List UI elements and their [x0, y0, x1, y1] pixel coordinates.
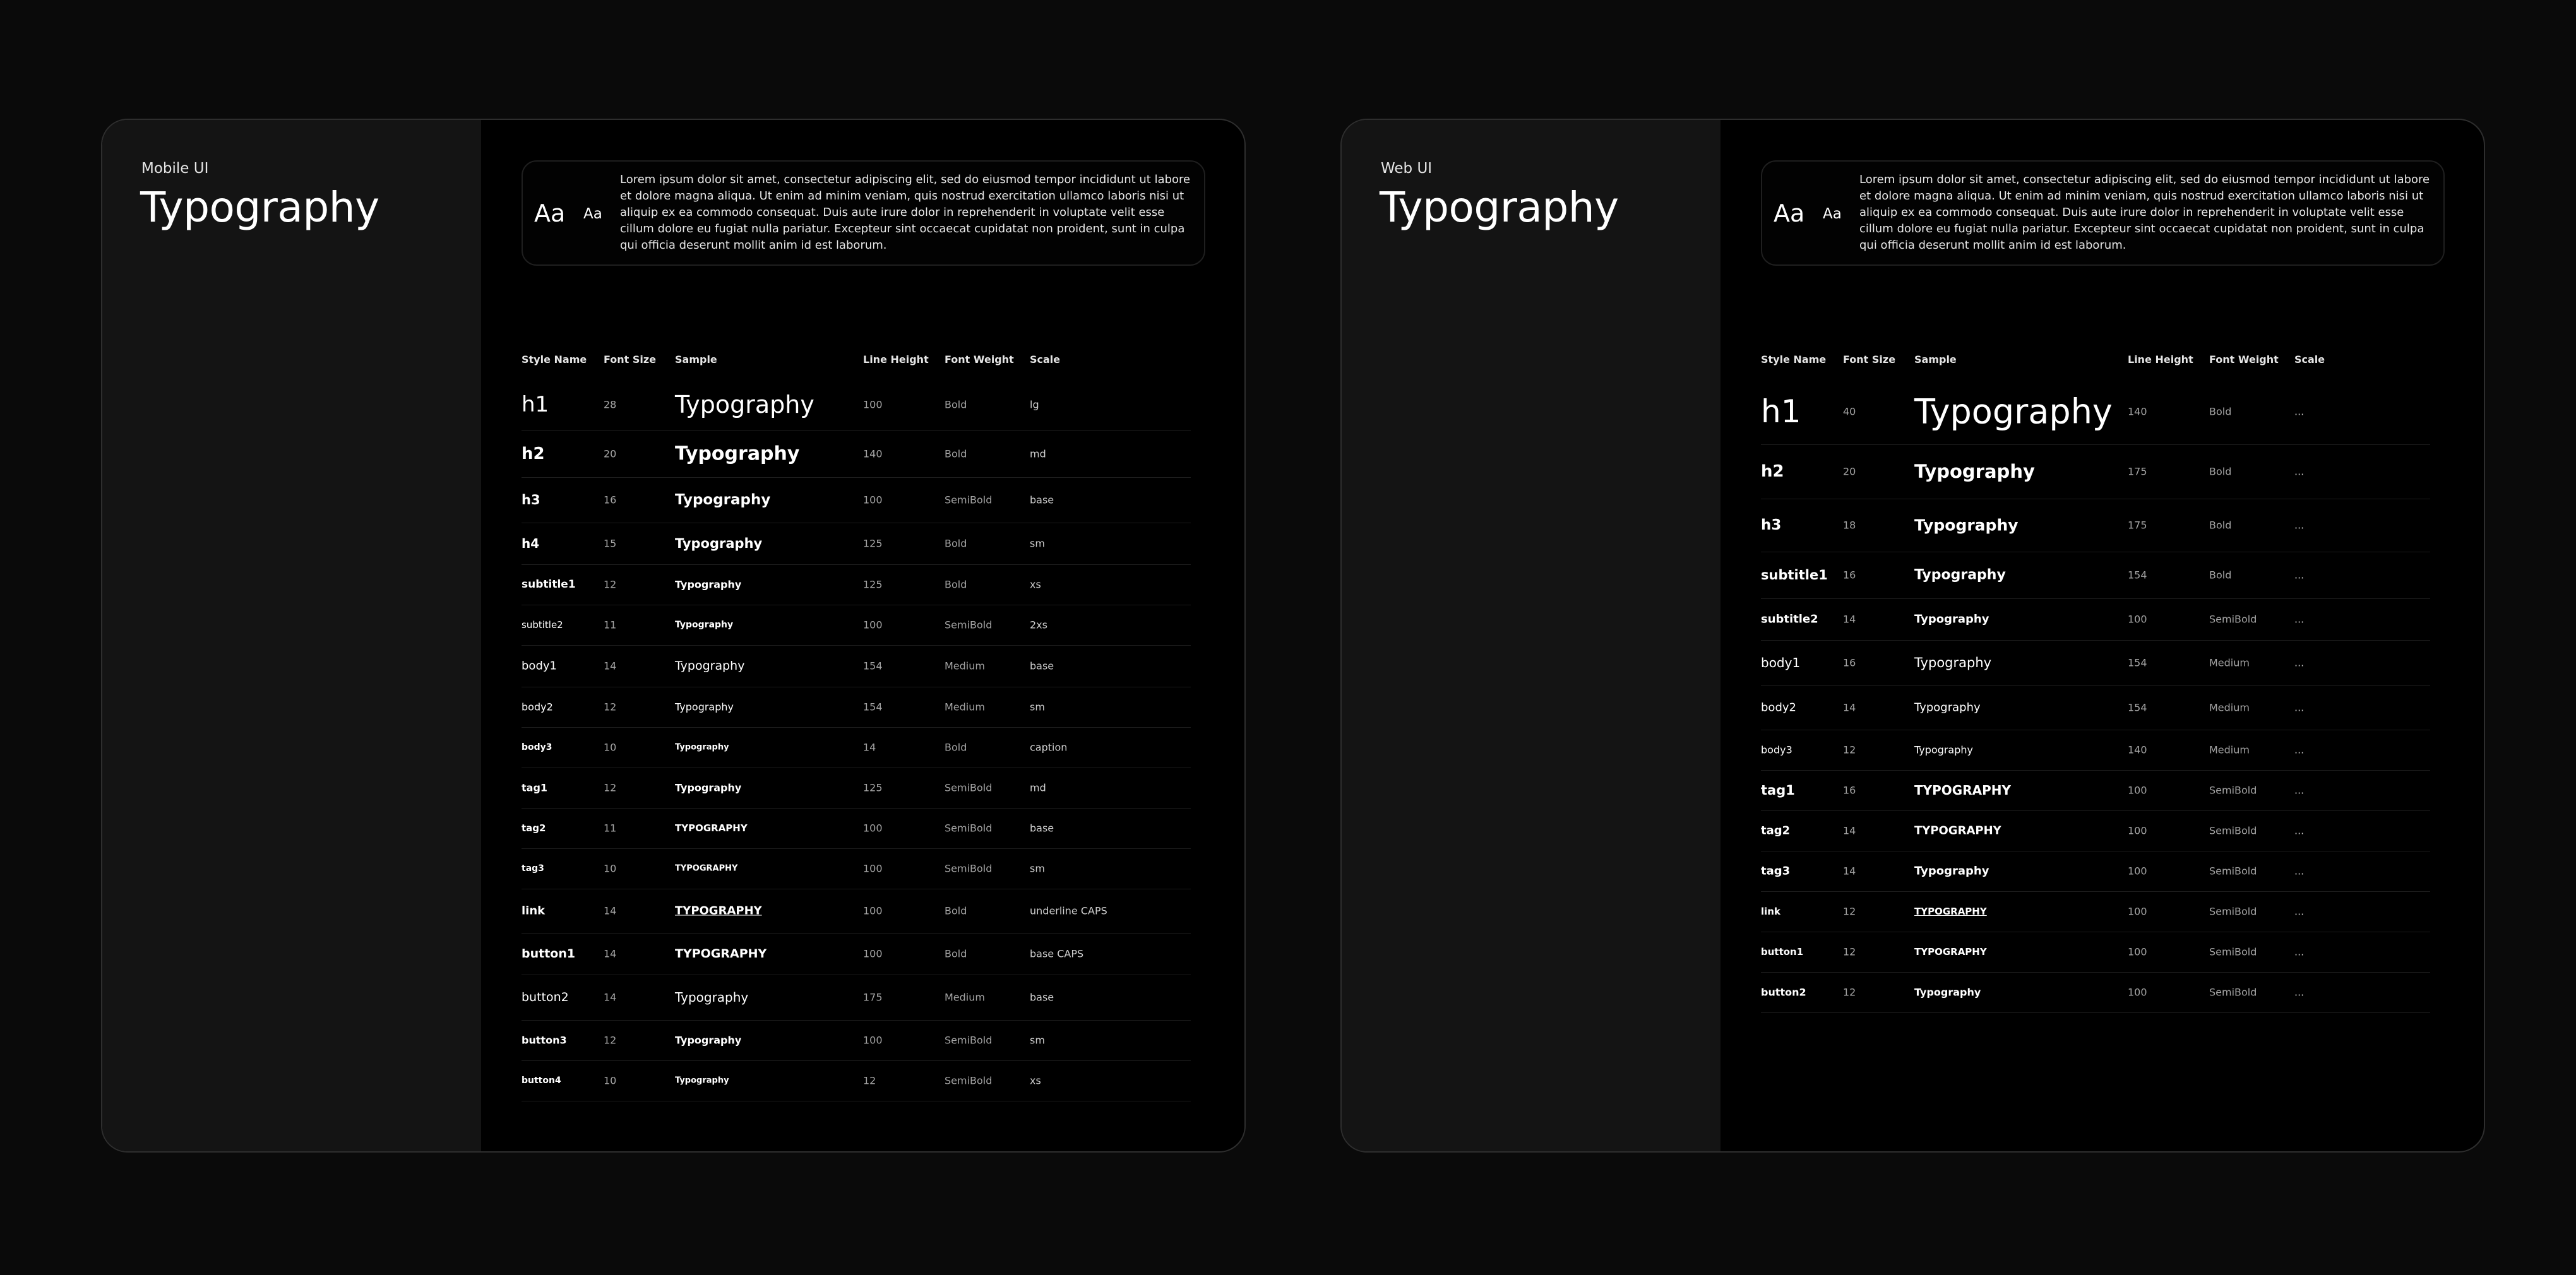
style-name-cell: h1 [1761, 393, 1801, 430]
sidebar-panel [102, 120, 481, 1151]
style-name-cell: body3 [522, 742, 552, 752]
line-height-cell: 154 [2128, 701, 2147, 714]
sample-cell: Typography [1914, 655, 1992, 670]
board-eyebrow: Mobile UI [141, 160, 209, 177]
sidebar-panel [1342, 120, 1720, 1151]
scale-cell: sm [1030, 862, 1045, 875]
font-weight-cell: SemiBold [2209, 905, 2257, 918]
style-name-cell: button2 [1761, 986, 1806, 999]
table-row-button1 [522, 933, 1191, 975]
font-weight-cell: Medium [2209, 744, 2250, 756]
font-size-cell: 14 [1843, 824, 1856, 837]
table-row-tag3 [1761, 851, 2430, 892]
style-name-cell: body2 [522, 701, 553, 713]
sample-cell: Typography [1914, 461, 2035, 482]
font-size-cell: 15 [604, 537, 617, 550]
aa-small-glyph: Aa [1823, 206, 1842, 222]
line-height-cell: 100 [863, 619, 883, 631]
line-height-cell: 100 [863, 822, 883, 834]
font-size-cell: 14 [604, 660, 617, 672]
header-sample: Sample [1914, 353, 1957, 365]
content-panel [1720, 120, 2484, 1151]
table-row-tag1 [522, 768, 1191, 809]
line-height-cell: 100 [2128, 865, 2147, 877]
scale-cell: caption [1030, 741, 1068, 754]
line-height-cell: 175 [2128, 519, 2147, 531]
header-line-height: Line Height [863, 353, 929, 365]
font-weight-cell: Bold [2209, 405, 2232, 418]
font-preview-card [522, 160, 1205, 266]
scale-cell: xs [1030, 578, 1041, 591]
web-ui-board [1340, 119, 2485, 1153]
font-size-cell: 12 [604, 701, 617, 713]
sample-cell: Typography [1914, 516, 2018, 535]
style-name-cell: tag1 [522, 781, 548, 794]
line-height-cell: 100 [2128, 613, 2147, 626]
page-title: Typography [1380, 183, 1619, 232]
table-row-subtitle1 [522, 564, 1191, 605]
table-header [1761, 353, 2430, 372]
sample-cell: Typography [1914, 986, 1981, 999]
header-font-weight: Font Weight [945, 353, 1014, 365]
line-height-cell: 154 [863, 660, 883, 672]
table-row-body2 [522, 687, 1191, 728]
sample-cell: Typography [1914, 701, 1981, 715]
line-height-cell: 100 [2128, 905, 2147, 918]
table-row-tag2 [1761, 810, 2430, 851]
style-name-cell: h1 [522, 392, 549, 417]
sample-cell: Typography [1914, 864, 1989, 878]
scale-cell: ... [2294, 905, 2305, 918]
table-row-button4 [522, 1060, 1191, 1101]
line-height-cell: 125 [863, 578, 883, 591]
content-panel [481, 120, 1244, 1151]
font-size-cell: 14 [1843, 865, 1856, 877]
sample-cell: Typography [675, 620, 734, 630]
font-weight-cell: Medium [2209, 656, 2250, 669]
scale-cell: base [1030, 822, 1054, 834]
style-name-cell: subtitle2 [522, 619, 563, 631]
font-weight-cell: Bold [2209, 465, 2232, 478]
font-weight-cell: Bold [2209, 569, 2232, 581]
line-height-cell: 125 [863, 537, 883, 550]
line-height-cell: 100 [2128, 946, 2147, 958]
table-header [522, 353, 1191, 372]
font-weight-cell: SemiBold [945, 822, 993, 834]
font-weight-cell: SemiBold [945, 781, 993, 794]
line-height-cell: 100 [2128, 824, 2147, 837]
font-size-cell: 12 [1843, 744, 1856, 756]
table-row-button2 [522, 975, 1191, 1021]
scale-cell: base [1030, 494, 1054, 506]
font-weight-cell: SemiBold [2209, 824, 2257, 837]
style-name-cell: tag2 [522, 822, 546, 834]
sample-cell: Typography [675, 1076, 729, 1086]
style-name-cell: link [522, 904, 546, 918]
aa-large-glyph: Aa [534, 199, 566, 227]
lorem-paragraph: Lorem ipsum dolor sit amet, consectetur adipiscing elit, sed do eiusmod tempor incididunt ut labore et dolore magna aliqua. Ut enim ad minim veniam, quis nostrud exercitation ullamco laboris nisi ut aliquip ex ea commodo consequat. Duis aute irure dolor in reprehenderit in voluptate velit esse cillum dolore eu fugiat nulla pariatur. Excepteur sint occaecat cupidatat non proident, sunt in culpa qui officia deserunt mollit anim id est laborum. [620, 173, 1191, 252]
scale-cell: base CAPS [1030, 947, 1084, 960]
style-name-cell: tag3 [522, 863, 544, 874]
scale-cell: xs [1030, 1074, 1041, 1087]
table-row-tag3 [522, 848, 1191, 889]
header-font-weight: Font Weight [2209, 353, 2279, 365]
sample-cell: TYPOGRAPHY [1914, 906, 1987, 917]
table-row-tag1 [1761, 770, 2430, 811]
table-row-tag2 [522, 808, 1191, 849]
style-name-cell: body1 [1761, 655, 1801, 670]
table-row-body3 [522, 727, 1191, 768]
font-size-cell: 14 [604, 904, 617, 917]
line-height-cell: 100 [2128, 784, 2147, 797]
table-row-h4 [522, 523, 1191, 565]
aa-large-glyph: Aa [1774, 199, 1805, 227]
table-row-link [1761, 891, 2430, 932]
sample-cell: TYPOGRAPHY [1914, 783, 2011, 798]
line-height-cell: 154 [2128, 569, 2147, 581]
sample-cell: TYPOGRAPHY [675, 822, 748, 834]
sample-cell: Typography [675, 391, 814, 418]
font-size-cell: 16 [1843, 656, 1856, 669]
scale-cell: ... [2294, 784, 2305, 797]
lorem-paragraph: Lorem ipsum dolor sit amet, consectetur adipiscing elit, sed do eiusmod tempor incididunt ut labore et dolore magna aliqua. Ut enim ad minim veniam, quis nostrud exercitation ullamco laboris nisi ut aliquip ex ea commodo consequat. Duis aute irure dolor in reprehenderit in voluptate velit esse cillum dolore eu fugiat nulla pariatur. Excepteur sint occaecat cupidatat non proident, sunt in culpa qui officia deserunt mollit anim id est laborum. [1859, 173, 2430, 252]
font-weight-cell: SemiBold [945, 1074, 993, 1087]
font-size-cell: 14 [604, 947, 617, 960]
font-size-cell: 10 [604, 862, 617, 875]
scale-cell: 2xs [1030, 619, 1047, 631]
table-row-link [522, 889, 1191, 934]
sample-cell: Typography [675, 442, 800, 465]
font-size-cell: 14 [1843, 701, 1856, 714]
font-weight-cell: Bold [945, 578, 967, 591]
table-row-body3 [1761, 730, 2430, 771]
font-weight-cell: Bold [2209, 519, 2232, 531]
line-height-cell: 140 [863, 448, 883, 460]
table-row-h2 [1761, 444, 2430, 499]
style-name-cell: button1 [1761, 946, 1804, 958]
font-size-cell: 28 [604, 398, 617, 411]
font-weight-cell: Medium [945, 701, 985, 713]
scale-cell: ... [2294, 824, 2305, 837]
scale-cell: ... [2294, 613, 2305, 626]
font-weight-cell: SemiBold [2209, 784, 2257, 797]
line-height-cell: 100 [2128, 986, 2147, 999]
sample-cell: TYPOGRAPHY [675, 947, 767, 961]
font-weight-cell: SemiBold [2209, 865, 2257, 877]
line-height-cell: 175 [2128, 465, 2147, 478]
font-weight-cell: SemiBold [945, 862, 993, 875]
style-name-cell: link [1761, 906, 1780, 917]
font-size-cell: 12 [1843, 905, 1856, 918]
scale-cell: ... [2294, 569, 2305, 581]
font-size-cell: 18 [1843, 519, 1856, 531]
line-height-cell: 100 [863, 494, 883, 506]
style-name-cell: h2 [522, 444, 545, 463]
header-font-size: Font Size [604, 353, 657, 365]
scale-cell: underline CAPS [1030, 904, 1107, 917]
font-weight-cell: Medium [2209, 701, 2250, 714]
table-row-h1 [522, 379, 1191, 431]
font-size-cell: 40 [1843, 405, 1856, 418]
scale-cell: ... [2294, 744, 2305, 756]
table-row-subtitle2 [1761, 598, 2430, 641]
line-height-cell: 140 [2128, 405, 2147, 418]
style-name-cell: body3 [1761, 744, 1792, 756]
scale-cell: ... [2294, 405, 2305, 418]
scale-cell: sm [1030, 1034, 1045, 1047]
sample-cell: Typography [675, 742, 729, 752]
table-row-button3 [522, 1020, 1191, 1061]
sample-cell: Typography [675, 492, 771, 508]
sample-cell: Typography [1914, 612, 1989, 626]
scale-cell: ... [2294, 701, 2305, 714]
header-sample: Sample [675, 353, 717, 365]
font-weight-cell: Bold [945, 741, 967, 754]
sample-cell: Typography [675, 701, 734, 713]
scale-cell: ... [2294, 946, 2305, 958]
font-size-cell: 10 [604, 1074, 617, 1087]
scale-cell: ... [2294, 656, 2305, 669]
font-size-cell: 12 [1843, 986, 1856, 999]
scale-cell: ... [2294, 519, 2305, 531]
sample-cell: TYPOGRAPHY [1914, 946, 1987, 958]
style-name-cell: tag2 [1761, 824, 1791, 838]
style-name-cell: button1 [522, 947, 576, 961]
sample-cell: Typography [1914, 567, 2006, 583]
sample-cell: Typography [675, 990, 749, 1005]
font-size-cell: 20 [604, 448, 617, 460]
line-height-cell: 100 [863, 862, 883, 875]
font-size-cell: 12 [1843, 946, 1856, 958]
scale-cell: ... [2294, 865, 2305, 877]
font-weight-cell: Bold [945, 537, 967, 550]
line-height-cell: 140 [2128, 744, 2147, 756]
scale-cell: ... [2294, 465, 2305, 478]
table-row-h2 [522, 430, 1191, 478]
line-height-cell: 154 [863, 701, 883, 713]
font-weight-cell: SemiBold [945, 494, 993, 506]
table-row-subtitle2 [522, 605, 1191, 646]
table-row-body2 [1761, 685, 2430, 730]
style-name-cell: button2 [522, 990, 569, 1004]
line-height-cell: 12 [863, 1074, 876, 1087]
font-weight-cell: Bold [945, 947, 967, 960]
style-name-cell: body1 [522, 659, 557, 673]
scale-cell: ... [2294, 986, 2305, 999]
style-name-cell: button4 [522, 1076, 561, 1086]
scale-cell: base [1030, 660, 1054, 672]
style-name-cell: subtitle2 [1761, 612, 1818, 626]
header-style-name: Style Name [1761, 353, 1827, 365]
font-size-cell: 16 [1843, 569, 1856, 581]
aa-small-glyph: Aa [583, 206, 602, 222]
table-row-button2 [1761, 972, 2430, 1013]
sample-cell: TYPOGRAPHY [675, 904, 762, 918]
scale-cell: sm [1030, 701, 1045, 713]
line-height-cell: 175 [863, 991, 883, 1004]
table-row-h1 [1761, 379, 2430, 445]
sample-cell: TYPOGRAPHY [1914, 824, 2001, 838]
page-title: Typography [140, 183, 379, 232]
line-height-cell: 154 [2128, 656, 2147, 669]
header-font-size: Font Size [1843, 353, 1896, 365]
style-name-cell: h2 [1761, 462, 1784, 481]
scale-cell: md [1030, 448, 1046, 460]
line-height-cell: 14 [863, 741, 876, 754]
table-row-h3 [522, 477, 1191, 523]
font-weight-cell: SemiBold [945, 619, 993, 631]
sample-cell: TYPOGRAPHY [675, 863, 738, 874]
table-row-h3 [1761, 499, 2430, 552]
font-weight-cell: SemiBold [2209, 946, 2257, 958]
font-weight-cell: SemiBold [2209, 613, 2257, 626]
font-size-cell: 10 [604, 741, 617, 754]
font-size-cell: 16 [1843, 784, 1856, 797]
table-row-body1 [1761, 640, 2430, 686]
font-size-cell: 11 [604, 822, 617, 834]
sample-cell: Typography [675, 536, 763, 551]
scale-cell: sm [1030, 537, 1045, 550]
font-size-cell: 11 [604, 619, 617, 631]
style-name-cell: subtitle1 [1761, 567, 1828, 583]
scale-cell: lg [1030, 398, 1039, 411]
font-weight-cell: SemiBold [2209, 986, 2257, 999]
sample-cell: Typography [675, 578, 742, 591]
font-preview-card [1761, 160, 2445, 266]
header-style-name: Style Name [522, 353, 587, 365]
font-weight-cell: Bold [945, 448, 967, 460]
scale-cell: base [1030, 991, 1054, 1004]
font-weight-cell: Medium [945, 660, 985, 672]
line-height-cell: 100 [863, 398, 883, 411]
style-name-cell: button3 [522, 1034, 567, 1047]
font-weight-cell: SemiBold [945, 1034, 993, 1047]
mobile-ui-board [101, 119, 1246, 1153]
font-size-cell: 12 [604, 781, 617, 794]
table-row-body1 [522, 645, 1191, 687]
style-name-cell: subtitle1 [522, 578, 576, 591]
font-weight-cell: Bold [945, 904, 967, 917]
table-row-button1 [1761, 932, 2430, 973]
header-scale: Scale [2294, 353, 2325, 365]
sample-cell: Typography [675, 659, 745, 673]
table-row-subtitle1 [1761, 552, 2430, 599]
header-line-height: Line Height [2128, 353, 2193, 365]
font-size-cell: 14 [1843, 613, 1856, 626]
line-height-cell: 100 [863, 947, 883, 960]
board-eyebrow: Web UI [1381, 160, 1433, 177]
header-scale: Scale [1030, 353, 1061, 365]
sample-cell: Typography [1914, 744, 1973, 756]
sample-cell: Typography [675, 781, 742, 794]
font-weight-cell: Medium [945, 991, 985, 1004]
sample-cell: Typography [675, 1034, 742, 1047]
style-name-cell: h3 [1761, 517, 1782, 533]
font-size-cell: 12 [604, 1034, 617, 1047]
scale-cell: md [1030, 781, 1046, 794]
style-name-cell: body2 [1761, 701, 1796, 715]
line-height-cell: 100 [863, 1034, 883, 1047]
sample-cell: Typography [1914, 391, 2113, 432]
style-name-cell: h4 [522, 536, 540, 551]
style-name-cell: tag3 [1761, 864, 1791, 878]
line-height-cell: 100 [863, 904, 883, 917]
style-name-cell: tag1 [1761, 783, 1795, 798]
font-size-cell: 14 [604, 991, 617, 1004]
font-size-cell: 12 [604, 578, 617, 591]
line-height-cell: 125 [863, 781, 883, 794]
font-weight-cell: Bold [945, 398, 967, 411]
style-name-cell: h3 [522, 492, 540, 507]
font-size-cell: 20 [1843, 465, 1856, 478]
font-size-cell: 16 [604, 494, 617, 506]
